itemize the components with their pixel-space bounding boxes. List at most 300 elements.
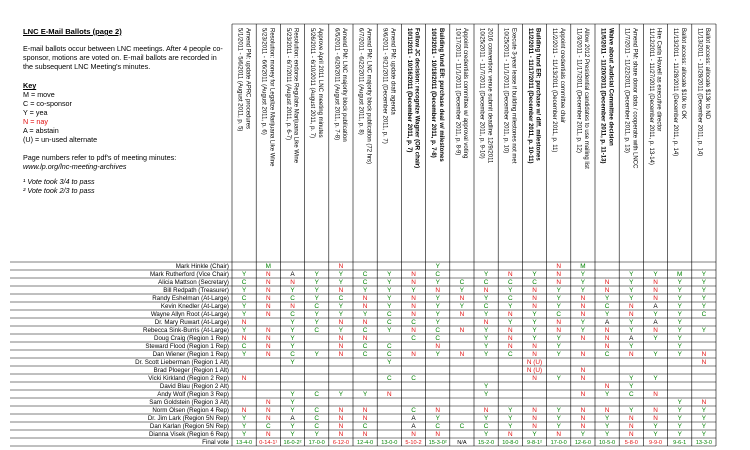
vote-cell: N [338, 423, 344, 431]
vote-cell: N [628, 431, 634, 439]
ballot-title: 2016 convention: venue submit deadline 12/9/2011 [486, 28, 493, 164]
vote-cell: C [435, 271, 441, 279]
vote-cell: Y [338, 279, 344, 287]
vote-cell: A [653, 303, 658, 311]
final-vote-cell: 0-14-1¹ [259, 440, 278, 447]
vote-cell: N [532, 287, 537, 295]
vote-cell: N [604, 343, 610, 351]
vote-cell: N [265, 343, 271, 351]
member-name: Dan Wiener (Region 1 Rep) [152, 351, 229, 359]
final-vote-cell: 17-0-0 [308, 440, 325, 447]
vote-cell: N [411, 327, 416, 335]
ballot-header [551, 28, 565, 152]
vote-cell: Y [701, 327, 707, 335]
member-name: Randy Eshelman (At-Large) [152, 295, 229, 303]
vote-cell: Y [435, 263, 440, 271]
vote-cell: Y [483, 351, 489, 359]
vote-cell: N [265, 271, 271, 279]
ballot-title: Resolution: money for Legalize Marijuana Like Wine [268, 28, 275, 167]
vote-cell: Y [314, 311, 319, 319]
final-vote-cell: 9-9-0 [648, 440, 663, 447]
vote-cell: N [362, 335, 368, 343]
vote-cell: Y [435, 319, 440, 327]
vote-cell: Y [508, 407, 513, 415]
vote-cell: Y [653, 335, 658, 343]
vote-cell: Y [290, 391, 295, 399]
vote-cell: Y [556, 407, 561, 415]
vote-cell: Y [532, 271, 537, 279]
ballot-header [309, 28, 323, 138]
final-vote-cell: 15-2-0 [478, 440, 495, 447]
vote-cell: Y [677, 327, 682, 335]
vote-cell: N [265, 407, 271, 415]
vote-cell: Y [241, 431, 247, 439]
member-name: Dr. Jim Lark (Region 5N Rep) [147, 415, 229, 423]
vote-cell: Y [701, 423, 707, 431]
vote-cell: Y [653, 375, 658, 383]
vote-cell: N [459, 351, 465, 359]
ballot-title: Ballot access: allocate $13k to ND [704, 28, 711, 120]
final-vote-cell: 5-10-2 [405, 440, 422, 447]
vote-cell: Y [629, 383, 634, 391]
vote-cell: Y [483, 327, 489, 335]
vote-cell: Y [629, 343, 634, 351]
vote-cell: Y [701, 279, 707, 287]
vote-cell: Y [580, 431, 586, 439]
vote-cell: Y [435, 279, 440, 287]
vote-cell: N [604, 383, 610, 391]
vote-cell: N [628, 351, 634, 359]
ballot-header [261, 28, 275, 167]
vote-cell: Y [677, 335, 682, 343]
vote-cell: N [459, 311, 465, 319]
vote-cell: N [362, 319, 368, 327]
vote-cell: Y [677, 415, 682, 423]
vote-cell: Y [532, 311, 537, 319]
vote-cell: N [604, 279, 610, 287]
final-vote-cell: 13-4-0 [236, 440, 253, 447]
vote-cell: N [532, 423, 537, 431]
vote-cell: N [265, 415, 271, 423]
vote-cell: N [507, 311, 513, 319]
final-vote-cell: 16-0-2² [283, 440, 302, 447]
vote-cell: A [290, 271, 295, 279]
vote-cell: Y [556, 351, 561, 359]
final-vote-cell: 10-5-0 [599, 440, 616, 447]
vote-cell: Y [677, 431, 682, 439]
vote-cell: N [628, 303, 634, 311]
vote-cell: N [483, 319, 489, 327]
vote-cell: Y [290, 335, 295, 343]
vote-cell: Y [241, 327, 247, 335]
vote-cell: N [265, 303, 271, 311]
ballot-title: Appoint credentials committee chair [558, 28, 565, 124]
vote-cell: N [411, 311, 416, 319]
vote-cell: N [338, 287, 344, 295]
vote-cell: Y [556, 415, 561, 423]
ballot-title: Approve April 2011 LNC meeting minutes [316, 28, 323, 138]
vote-cell: Y [435, 351, 440, 359]
vote-cell: Y [290, 359, 295, 367]
vote-cell: N [580, 311, 586, 319]
vote-cell: Y [241, 271, 247, 279]
ballot-header [406, 28, 420, 168]
vote-cell: Y [290, 423, 295, 431]
vote-cell: N [338, 407, 344, 415]
vote-cell: N [532, 351, 537, 359]
vote-cell: Y [241, 287, 247, 295]
vote-cell: Y [604, 431, 610, 439]
member-name: Alicia Mattson (Secretary) [158, 279, 229, 287]
vote-cell: Y [435, 303, 440, 311]
key-item-move: M = move [23, 90, 55, 99]
vote-cell: Y [508, 287, 513, 295]
vote-cell: Y [387, 271, 392, 279]
final-vote-cell: 15-3-0² [428, 440, 447, 447]
vote-cell: Y [556, 423, 561, 431]
vote-cell: C [290, 295, 295, 303]
vote-cell: Y [362, 391, 368, 399]
vote-cell: N [265, 431, 271, 439]
vote-cell: Y [314, 271, 319, 279]
vote-cell: Y [677, 311, 682, 319]
vote-cell: N [338, 263, 344, 271]
vote-cell: Y [677, 351, 682, 359]
vote-cell: N [241, 375, 247, 383]
vote-cell: Y [338, 311, 344, 319]
ballot-header [696, 28, 710, 156]
vote-cell: N [507, 343, 513, 351]
vote-cell: Y [556, 287, 561, 295]
member-name: Dianna Visek (Region 6 Rep) [148, 431, 229, 439]
footnote-three-quarters: ¹ Vote took 3/4 to pass [23, 177, 95, 186]
vote-cell: Y [580, 287, 586, 295]
vote-cell: Y [580, 271, 586, 279]
vote-cell: N [532, 303, 537, 311]
vote-cell: Y [629, 279, 634, 287]
vote-cell: Y [653, 311, 658, 319]
vote-cell: Y [290, 407, 295, 415]
vote-cell: Y [556, 295, 561, 303]
vote-cell: Y [556, 335, 561, 343]
vote-cell: N [580, 407, 586, 415]
vote-cell: Y [387, 287, 392, 295]
vote-cell: Y [387, 295, 392, 303]
ballot-header [454, 28, 468, 158]
ballot-title: Amend PM: update draft agenda [389, 28, 396, 115]
vote-cell: Y [629, 375, 634, 383]
member-name: Doug Craig (Region 1 Rep) [154, 335, 229, 343]
vote-cell: N [507, 431, 513, 439]
vote-cell: Y [290, 327, 295, 335]
vote-cell: Y [338, 303, 344, 311]
member-name: Brad Ploeger (Region 1 Alt) [153, 367, 229, 375]
vote-cell: C [411, 407, 416, 415]
vote-cell: Y [290, 343, 295, 351]
ballot-title: Amend PM: LNC majority block publication (72 hrs) [365, 28, 372, 165]
vote-cell: C [386, 375, 392, 383]
member-name: Sam Goldstein (Region 3 Alt) [149, 399, 229, 407]
vote-cell: C [483, 303, 489, 311]
member-name: Andy Wolf (Region 3 Rep) [157, 391, 229, 399]
vote-cell: N [628, 423, 634, 431]
vote-cell: Y [532, 327, 537, 335]
vote-cell: Y [314, 431, 319, 439]
vote-cell: Y [241, 311, 247, 319]
ballot-title: Allow 2012 Presidential candidates to use mailing list [583, 28, 590, 169]
ballot-dates: 11/2/2011 - 11/17/2011 (December 2011, p. 10-11) [526, 28, 533, 164]
vote-cell: Y [508, 303, 513, 311]
ballot-title: Execute 3-year lease if building milestones not met [510, 28, 517, 164]
vote-cell: N [701, 351, 707, 359]
vote-cell: Y [338, 391, 344, 399]
vote-cell: N [362, 431, 368, 439]
key-item-nay: N = nay [23, 117, 48, 126]
vote-cell: A [604, 319, 610, 327]
ballot-title: Building fund ER: purchase deal w/ milestones [437, 28, 444, 162]
vote-cell: Y [483, 343, 489, 351]
vote-cell: Y [532, 335, 537, 343]
ballot-title: Ballot access: allocate $10k to OK [679, 28, 686, 120]
ballot-dates: 5/1/2011 - 5/6/2011 (August 2011, p. 5) [236, 28, 243, 132]
vote-cell: Y [483, 335, 489, 343]
vote-cell: C [265, 423, 271, 431]
vote-cell: Y [629, 407, 634, 415]
vote-cell: Y [556, 303, 561, 311]
member-name: David Blau (Region 2 Alt) [159, 383, 229, 391]
vote-cell: Y [362, 311, 368, 319]
vote-cell: N [362, 407, 368, 415]
vote-cell: N [507, 335, 513, 343]
vote-cell: N [653, 327, 658, 335]
ballot-header [575, 28, 589, 169]
ballot-header [527, 28, 541, 163]
vote-cell: N [265, 295, 271, 303]
vote-cell: Y [580, 319, 586, 327]
vote-cell: Y [508, 319, 513, 327]
vote-cell: A [411, 415, 416, 423]
vote-cell: Y [435, 415, 440, 423]
vote-cell: Y [314, 279, 319, 287]
vote-cell: N [532, 415, 537, 423]
vote-cell: Y [701, 415, 707, 423]
vote-cell: N [411, 279, 416, 287]
vote-cell: Y [241, 415, 247, 423]
vote-cell: N [435, 287, 441, 295]
vote-cell: N [556, 263, 562, 271]
vote-cell: N [241, 335, 247, 343]
vote-cell: Y [580, 279, 586, 287]
vote-cell: Y [483, 311, 489, 319]
vote-cell: N [265, 327, 271, 335]
vote-cell: N [411, 271, 416, 279]
ballot-dates: 11/2/2011 - 11/13/2011 (December 2011, p. 11) [551, 28, 558, 153]
vote-cell: N [362, 303, 368, 311]
vote-cell: Y [387, 327, 392, 335]
vote-cell: Y [290, 319, 295, 327]
vote-cell: C [386, 343, 392, 351]
final-vote-cell: 9-6-1 [673, 440, 687, 447]
vote-cell: N [483, 407, 489, 415]
vote-cell: N [701, 359, 707, 367]
vote-cell: N (U) [526, 367, 543, 375]
vote-cell: C [362, 343, 368, 351]
vote-cell: N [604, 335, 610, 343]
final-vote-cell: 12-4-0 [357, 440, 374, 447]
vote-cell: Y [532, 431, 537, 439]
minutes-note: Page numbers refer to pdf's of meeting minutes: [23, 153, 177, 162]
vote-cell: N [265, 351, 271, 359]
ballot-title: Follow JC decision: recognize Wagner (OR chair) [413, 28, 420, 169]
vote-cell: N [265, 287, 271, 295]
final-vote-cell: 13-0-0 [381, 440, 398, 447]
vote-cell: C [314, 423, 320, 431]
vote-cell: Y [290, 431, 295, 439]
vote-cell: N [507, 271, 513, 279]
ballot-header [333, 28, 347, 142]
vote-cell: N [435, 343, 441, 351]
vote-cell: C [362, 351, 368, 359]
member-name: Mark Hinkle (Chair) [175, 263, 229, 271]
vote-cell: N [265, 335, 271, 343]
vote-cell: C [483, 279, 489, 287]
vote-cell: Y [629, 271, 634, 279]
vote-cell: N [338, 351, 344, 359]
vote-cell: Y [629, 287, 634, 295]
final-vote-cell: 5-8-0 [624, 440, 638, 447]
final-vote-cell: 6-12-0 [332, 440, 349, 447]
vote-cell: Y [604, 391, 610, 399]
minutes-link[interactable]: www.lp.org/lnc-meeting-archives [23, 162, 127, 171]
vote-cell: N [580, 415, 586, 423]
vote-cell: Y [387, 359, 392, 367]
ballot-title: Waive about Judicial Committee decision [607, 28, 614, 146]
vote-cell: C [362, 279, 368, 287]
vote-cell: N [338, 431, 344, 439]
vote-cell: C [314, 327, 320, 335]
vote-cell: C [386, 319, 392, 327]
ballot-header [430, 28, 444, 162]
ballot-title: Hire Carla Howell as executive director [655, 28, 662, 132]
ballot-header [358, 28, 372, 164]
vote-cell: Y [338, 271, 344, 279]
vote-cell: N [435, 407, 441, 415]
vote-cell: Y [338, 327, 344, 335]
vote-cell: N [653, 279, 658, 287]
ballot-dates: 11/13/2011 - 11/28/2011 (December 2011, p. 14) [672, 28, 679, 157]
vote-cell: C [386, 311, 392, 319]
member-name: Dan Karlan (Region 5N Rep) [149, 423, 229, 431]
vote-cell: N [580, 303, 586, 311]
vote-cell: N [653, 407, 658, 415]
vote-cell: N (U) [526, 359, 543, 367]
vote-cell: N [580, 391, 586, 399]
vote-cell: Y [290, 399, 295, 407]
vote-cell: C [386, 351, 392, 359]
ballot-dates: 11/12/2011 - 11/27/2011 (December 2011, p. 13-14) [647, 28, 654, 165]
vote-cell: C [507, 295, 513, 303]
vote-cell: Y [435, 311, 440, 319]
vote-cell: N [362, 415, 368, 423]
vote-cell: N [338, 343, 344, 351]
vote-cell: Y [701, 407, 707, 415]
vote-cell: C [459, 279, 465, 287]
vote-cell: Y [653, 431, 658, 439]
vote-cell: N [653, 391, 658, 399]
vote-cell: N [580, 295, 586, 303]
ballot-header [285, 28, 299, 164]
member-name: Bill Redpath (Treasurer) [163, 287, 229, 295]
vote-cell: C [411, 319, 416, 327]
vote-cell: Y [387, 303, 392, 311]
ballot-header [237, 28, 251, 131]
final-vote-label: Final vote [202, 439, 229, 447]
ballot-dates: 5/23/2011 - 6/7/2011 (August 2011, p. 6-7) [284, 28, 291, 141]
vote-cell: Y [314, 287, 319, 295]
vote-cell: Y [532, 319, 537, 327]
ballot-header [382, 28, 396, 144]
vote-cell: C [411, 375, 416, 383]
vote-cell: Y [653, 271, 658, 279]
vote-cell: C [556, 311, 562, 319]
vote-cell: N [338, 335, 344, 343]
member-name: Steward Flood (Region 1 Rep) [145, 343, 229, 351]
vote-cell: Y [483, 383, 489, 391]
vote-cell: A [290, 415, 295, 423]
vote-cell: A [629, 335, 634, 343]
vote-cell: N [386, 391, 392, 399]
final-vote-cell: 9-8-1² [527, 440, 542, 447]
vote-cell: N [604, 407, 610, 415]
vote-cell: N [604, 287, 610, 295]
vote-cell: Y [677, 287, 682, 295]
ballot-title: Resolution: endorse Regulate Marijuana Like Wine [292, 28, 299, 164]
vote-cell: N [653, 287, 658, 295]
vote-cell: Y [701, 287, 707, 295]
member-name: Rebecca Sink-Burris (At-Large) [143, 327, 229, 335]
vote-cell: N [653, 415, 658, 423]
vote-cell: N [556, 271, 562, 279]
vote-cell: Y [629, 295, 634, 303]
vote-cell: N [532, 295, 537, 303]
vote-cell: N [290, 303, 295, 311]
key-item-cosponsor: C = co-sponsor [23, 99, 72, 108]
vote-cell: Y [677, 423, 682, 431]
vote-cell: N [556, 327, 562, 335]
vote-cell: N [580, 367, 586, 375]
member-name: Kevin Knedler (At-Large) [160, 303, 229, 311]
vote-cell: A [653, 319, 658, 327]
vote-cell: N [653, 295, 658, 303]
vote-cell: C [241, 295, 247, 303]
vote-cell: C [435, 423, 441, 431]
vote-cell: Y [241, 303, 247, 311]
vote-cell: C [314, 391, 320, 399]
vote-cell: N [411, 303, 416, 311]
vote-cell: Y [290, 287, 295, 295]
vote-cell: Y [701, 431, 707, 439]
intro-text: E-mail ballots occur between LNC meetings. After 4 people co-sponsor, motions are voted on. E-mail ballots are recorded in the subsequent LNC Meeting's minutes. [23, 44, 223, 71]
vote-cell: N [435, 431, 441, 439]
final-vote-cell: 10-8-0 [502, 440, 519, 447]
vote-cell: Y [677, 407, 682, 415]
ballot-header [624, 28, 638, 169]
vote-cell: C [628, 391, 634, 399]
vote-cell: C [435, 327, 441, 335]
ballot-header [648, 28, 662, 165]
vote-cell: Y [604, 295, 610, 303]
vote-cell: N [265, 311, 271, 319]
